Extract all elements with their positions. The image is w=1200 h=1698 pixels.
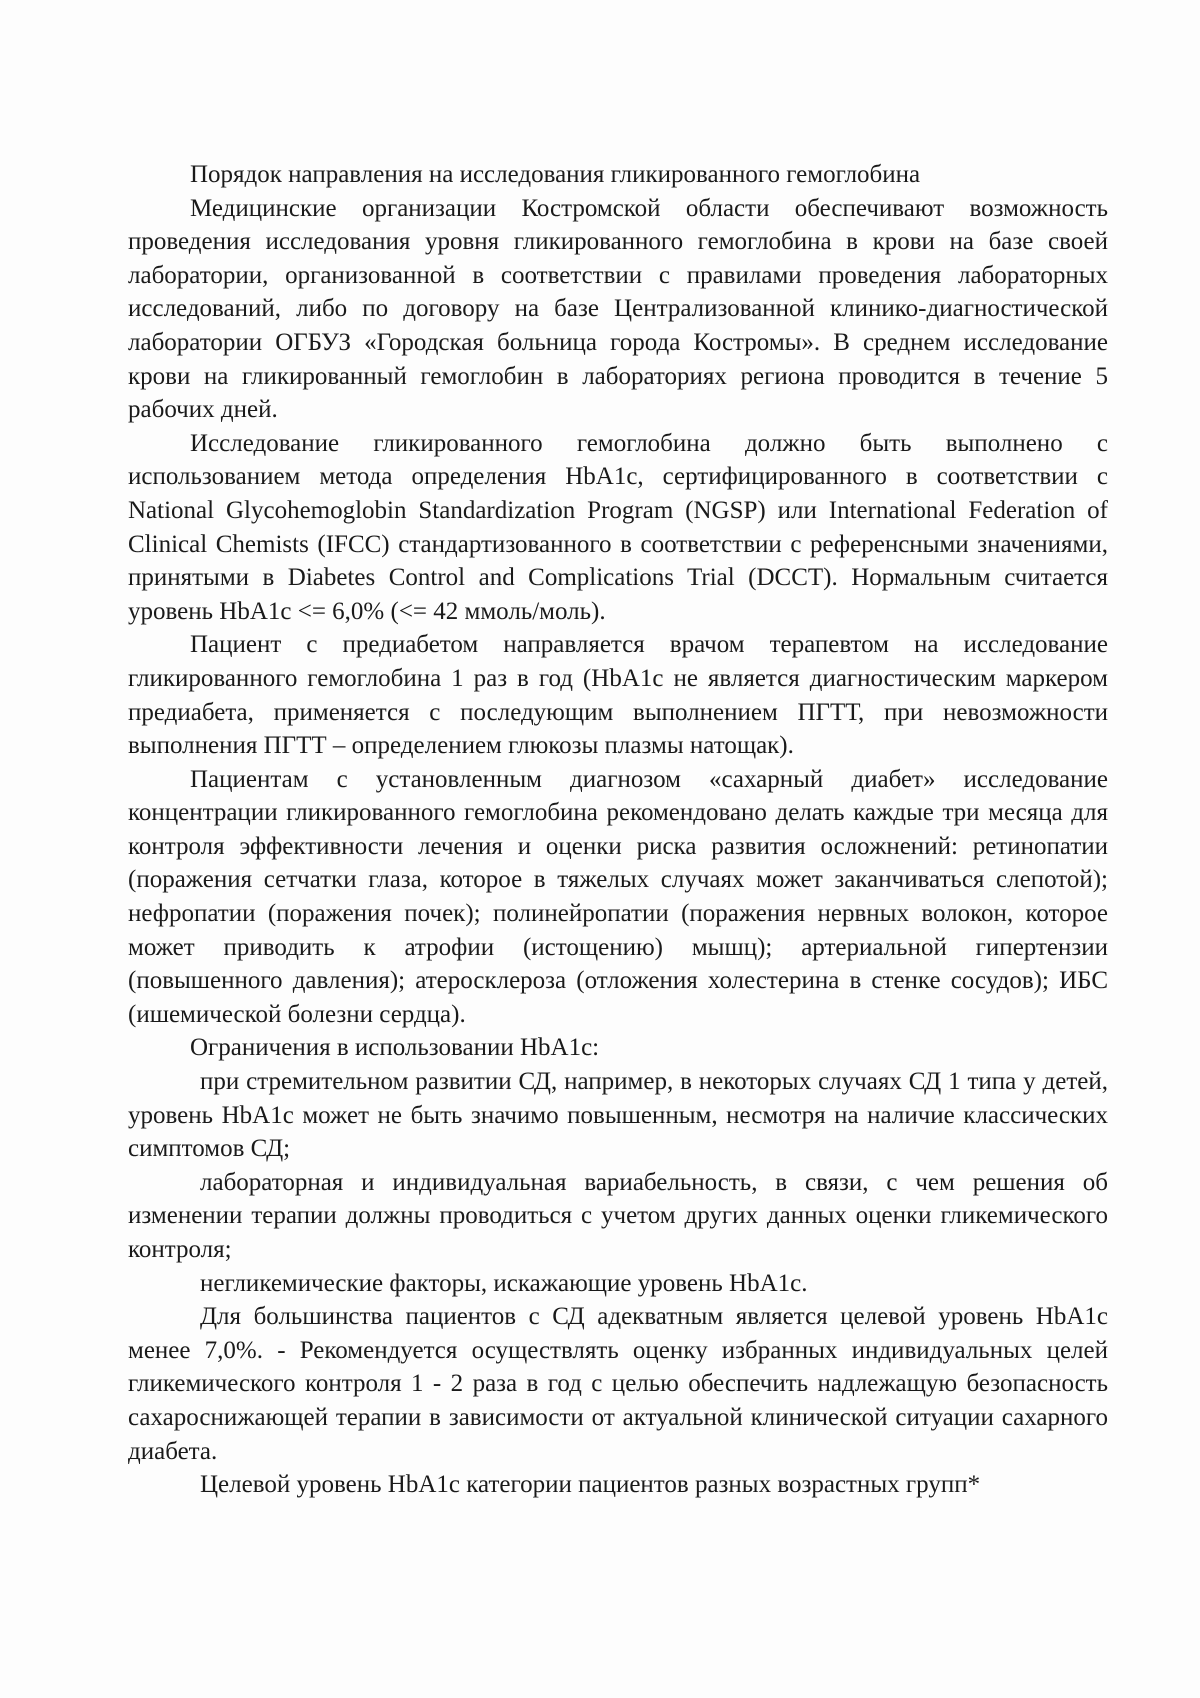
document-title: Порядок направления на исследования гликированного гемоглобина <box>190 161 921 188</box>
paragraph-target-table-caption: Целевой уровень HbA1c категории пациентов разных возрастных групп* <box>200 1471 981 1499</box>
paragraph-limitations-heading: Ограничения в использовании HbA1c: <box>190 1034 600 1062</box>
document-body <box>128 158 1108 1502</box>
paragraph-method: Исследование гликированного гемоглобина должно быть выполнено с использованием метода определения HbA1c, сертифицированного в соответствии с National Glycohemoglobin Standardization Program (NGSP) или International Federation of Clinical Chemists (IFCC) стандартизованного в соответствии с референсными значениями, принятыми в Diabetes Control and Complications Trial (DCCT). Нормальным считается уровень HbA1c <= 6,0% (<= 42 ммоль/моль). <box>128 429 1108 625</box>
paragraph-limitation-3: негликемические факторы, искажающие уровень HbA1c. <box>200 1269 808 1297</box>
paragraph-prediabetes: Пациент с предиабетом направляется врачом терапевтом на исследование гликированного гемоглобина 1 раз в год (HbA1c не является диагностическим маркером предиабета, применяется с последующим выполнением ПГТТ, при невозможности выполнения ПГТТ – определением глюкозы плазмы натощак). <box>128 631 1108 760</box>
paragraph-diabetes-monitoring: Пациентам с установленным диагнозом «сахарный диабет» исследование концентрации гликированного гемоглобина рекомендовано делать каждые три месяца для контроля эффективности лечения и оценки риска развития осложнений: ретинопатии (поражения сетчатки глаза, которое в тяжелых случаях может заканчиваться слепотой); нефропатии (поражения почек); полинейропатии (поражения нервных волокон, которое может приводить к атрофии (истощению) мышц); артериальной гипертензии (повышенного давления); атеросклероза (отложения холестерина в стенке сосудов); ИБС (ишемической болезни сердца). <box>128 765 1108 1028</box>
paragraph-limitation-1: при стремительном развитии СД, например, в некоторых случаях СД 1 типа у детей, уровень HbA1c может не быть значимо повышенным, несмотря на наличие классических симптомов СД; <box>128 1068 1108 1163</box>
paragraph-target-level: Для большинства пациентов с СД адекватным является целевой уровень HbA1c менее 7,0%. - Рекомендуется осуществлять оценку избранных индивидуальных целей гликемического контроля 1 - 2 раза в год с целью обеспечить надлежащую безопасность сахароснижающей терапии в зависимости от актуальной клинической ситуации сахарного диабета. <box>128 1303 1108 1465</box>
paragraph-lab-organization: Медицинские организации Костромской области обеспечивают возможность проведения исследования уровня гликированного гемоглобина в крови на базе своей лаборатории, организованной в соответствии с правилами проведения лабораторных исследований, либо по договору на базе Централизованной клинико-диагностической лаборатории ОГБУЗ «Городская больница города Костромы». В среднем исследование крови на гликированный гемоглобин в лабораториях региона проводится в течение 5 рабочих дней. <box>128 194 1108 424</box>
paragraph-limitation-2: лабораторная и индивидуальная вариабельность, в связи, с чем решения об изменении терапии должны проводиться с учетом других данных оценки гликемического контроля; <box>128 1168 1108 1263</box>
